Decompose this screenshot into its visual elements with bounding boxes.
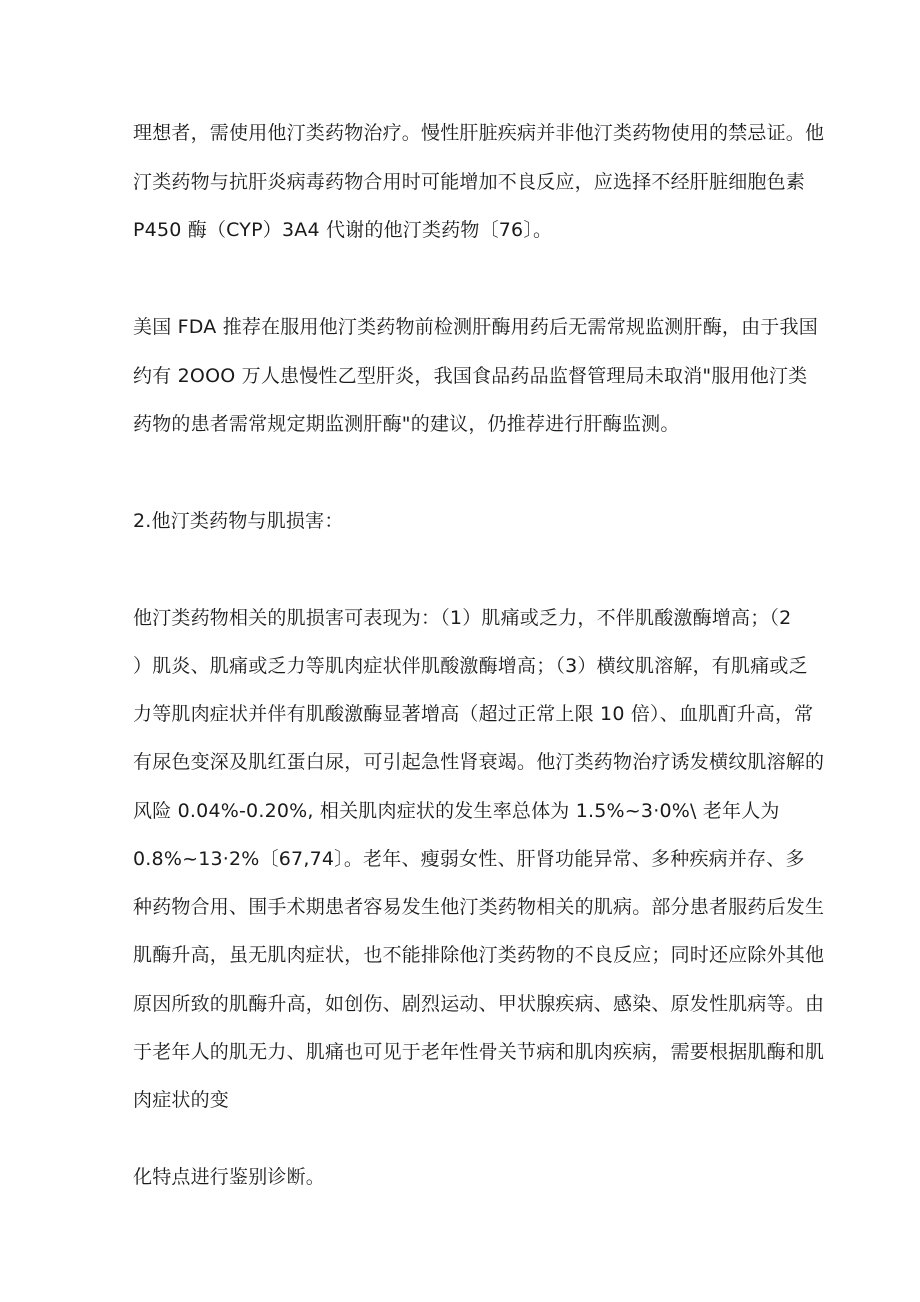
paragraph-3-line-9: 原因所致的肌酶升高，如创伤、剧烈运动、甲状腺疾病、感染、原发性肌病等。由 (133, 993, 825, 1015)
paragraph-3-line-11: 肉症状的变 (133, 1089, 230, 1111)
paragraph-3-line-3: 力等肌肉症状并伴有肌酸激酶显著增高（超过正常上限 10 倍）、血肌酊升高，常 (133, 703, 814, 725)
paragraph-3-line-7: 种药物合用、围手术期患者容易发生他汀类药物相关的肌病。部分患者服药后发生 (133, 896, 825, 918)
paragraph-3-line-4: 有尿色变深及肌红蛋白尿，可引起急性肾衰竭。他汀类药物治疗诱发横纹肌溶解的 (133, 751, 825, 773)
paragraph-1-line-1: 理想者，需使用他汀类药物治疗。慢性肝脏疾病并非他汀类药物使用的禁忌证。他 (133, 122, 825, 144)
paragraph-4-line-1: 化特点进行鉴别诊断。 (133, 1166, 326, 1188)
paragraph-3-line-5: 风险 0.04%-0.20%, 相关肌肉症状的发生率总体为 1.5%~3·0%\ 老年人为 (133, 800, 780, 822)
paragraph-3-line-1: 他汀类药物相关的肌损害可表现为：（1）肌痛或乏力，不伴肌酸激酶增高；（2 (133, 607, 792, 629)
paragraph-2-line-1: 美国 FDA 推荐在服用他汀类药物前检测肝酶用药后无需常规监测肝酶，由于我国 (133, 316, 818, 338)
paragraph-1-line-2: 汀类药物与抗肝炎病毒药物合用时可能增加不良反应，应选择不经肝脏细胞色素 (133, 171, 806, 193)
paragraph-2-line-3: 药物的患者需常规定期监测肝酶"的建议，仍推荐进行肝酶监测。 (133, 413, 680, 435)
section-heading: 2.他汀类药物与肌损害： (133, 510, 344, 532)
paragraph-3-line-6: 0.8%~13·2%〔67,74〕。老年、瘦弱女性、肝肾功能异常、多种疾病并存、多 (133, 848, 805, 870)
paragraph-1-line-3: P450 酶（CYP）3A4 代谢的他汀类药物〔76〕。 (133, 219, 553, 241)
paragraph-3-line-2: ）肌炎、肌痛或乏力等肌肉症状伴肌酸激酶增高；（3）横纹肌溶解，有肌痛或乏 (133, 655, 808, 677)
paragraph-3-line-10: 于老年人的肌无力、肌痛也可见于老年性骨关节病和肌肉疾病，需要根据肌酶和肌 (133, 1041, 825, 1063)
paragraph-2-line-2: 约有 2OOO 万人患慢性乙型肝炎，我国食品药品监督管理局未取消"服用他汀类 (133, 365, 808, 387)
paragraph-3-line-8: 肌酶升高，虽无肌肉症状，也不能排除他汀类药物的不良反应；同时还应除外其他 (133, 944, 825, 966)
